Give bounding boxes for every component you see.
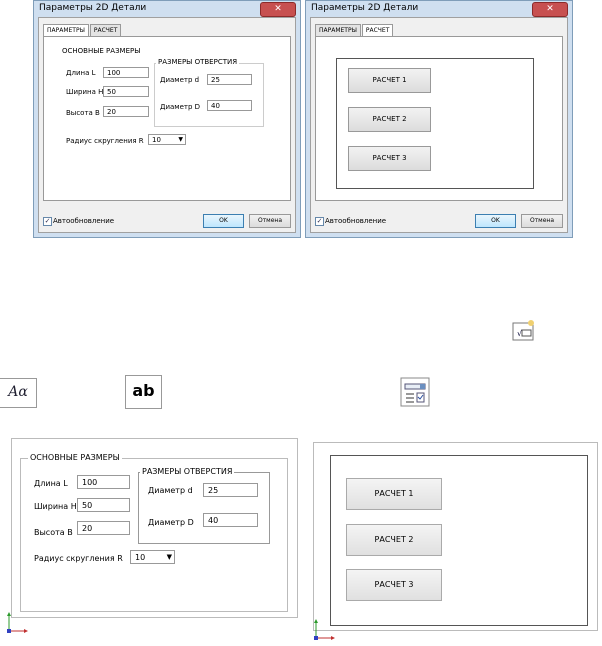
chevron-down-icon: ▼: [178, 136, 183, 143]
group-main-caption: ОСНОВНЫЕ РАЗМЕРЫ: [62, 47, 141, 55]
axis-origin-icon: [6, 610, 30, 634]
width-label: Ширина H: [34, 502, 77, 511]
parameters-form-preview: [6, 438, 302, 630]
tab-calculation[interactable]: РАСЧЕТ: [90, 24, 121, 36]
radius-select[interactable]: [130, 550, 175, 564]
height-input[interactable]: 20: [77, 521, 130, 535]
height-label: Высота B: [66, 109, 100, 117]
dialog-parameters-tab: [33, 0, 301, 238]
tab-strip: [315, 24, 394, 36]
diameter-d-input[interactable]: 25: [203, 483, 258, 497]
dialog-client: [38, 17, 296, 233]
length-input[interactable]: 100: [77, 475, 130, 489]
dialog-title: Параметры 2D Детали: [311, 3, 419, 13]
group-hole-caption: РАЗМЕРЫ ОТВЕРСТИЯ: [142, 467, 233, 476]
textbox-ab-icon-glyph: ab: [132, 381, 155, 400]
width-input[interactable]: 50: [103, 86, 149, 97]
calc-2-button[interactable]: РАСЧЕТ 2: [346, 524, 442, 556]
cancel-button[interactable]: Отмена: [249, 214, 291, 228]
group-main-caption: ОСНОВНЫЕ РАЗМЕРЫ: [30, 453, 120, 462]
length-label: Длина L: [34, 479, 68, 488]
calculation-form-preview: [313, 438, 599, 634]
calc-2-button[interactable]: РАСЧЕТ 2: [348, 107, 431, 132]
tab-page-parameters: [43, 36, 291, 201]
calc-3-button[interactable]: РАСЧЕТ 3: [346, 569, 442, 601]
width-label: Ширина H: [66, 88, 104, 96]
combobox-icon[interactable]: [400, 377, 430, 407]
diameter-big-d-label: Диаметр D: [160, 103, 201, 111]
height-input[interactable]: 20: [103, 106, 149, 117]
height-label: Высота B: [34, 528, 73, 537]
dialog-title: Параметры 2D Детали: [39, 3, 147, 13]
text-style-icon-glyph: Aα: [8, 384, 28, 400]
group-hole-caption: РАЗМЕРЫ ОТВЕРСТИЯ: [158, 58, 238, 66]
tab-strip: [43, 24, 122, 36]
radius-label: Радиус скругления R: [34, 554, 123, 563]
calc-1-button[interactable]: РАСЧЕТ 1: [348, 68, 431, 93]
tab-parameters[interactable]: ПАРАМЕТРЫ: [315, 24, 361, 36]
axis-origin-icon: [313, 618, 337, 640]
diameter-d-label: Диаметр d: [160, 76, 200, 84]
calc-1-button[interactable]: РАСЧЕТ 1: [346, 478, 442, 510]
auto-update-checkbox[interactable]: ✓: [44, 217, 51, 225]
diameter-d-input[interactable]: 25: [207, 74, 252, 85]
auto-update-label: Автообновление: [325, 217, 387, 225]
radius-select-value: 10: [152, 136, 161, 144]
tab-parameters[interactable]: ПАРАМЕТРЫ: [43, 24, 89, 36]
tab-calculation[interactable]: РАСЧЕТ: [362, 24, 393, 36]
textbox-ab-icon[interactable]: [125, 375, 162, 409]
diameter-d-label: Диаметр d: [148, 486, 193, 495]
auto-update-checkbox[interactable]: ✓: [316, 217, 323, 225]
group-hole: [154, 63, 264, 127]
diameter-big-d-input[interactable]: 40: [203, 513, 258, 527]
close-button[interactable]: ✕: [260, 2, 296, 17]
chevron-down-icon: ▼: [166, 553, 172, 561]
tab-page-calculation: [315, 36, 563, 201]
diameter-big-d-input[interactable]: 40: [207, 100, 252, 111]
radius-select[interactable]: [148, 134, 186, 145]
text-style-icon[interactable]: [0, 378, 37, 408]
dialog-client: [310, 17, 568, 233]
length-input[interactable]: 100: [103, 67, 149, 78]
width-input[interactable]: 50: [77, 498, 130, 512]
dialog-calculation-tab: [305, 0, 573, 238]
svg-text:√: √: [517, 329, 523, 338]
radius-select-value: 10: [135, 553, 146, 562]
calc-3-button[interactable]: РАСЧЕТ 3: [348, 146, 431, 171]
radius-label: Радиус скругления R: [66, 137, 144, 145]
diameter-big-d-label: Диаметр D: [148, 518, 194, 527]
cancel-button[interactable]: Отмена: [521, 214, 563, 228]
close-button[interactable]: ✕: [532, 2, 568, 17]
ok-button[interactable]: OK: [475, 214, 516, 228]
auto-update-label: Автообновление: [53, 217, 115, 225]
formula-field-icon[interactable]: [510, 318, 537, 345]
length-label: Длина L: [66, 69, 96, 77]
ok-button[interactable]: OK: [203, 214, 244, 228]
